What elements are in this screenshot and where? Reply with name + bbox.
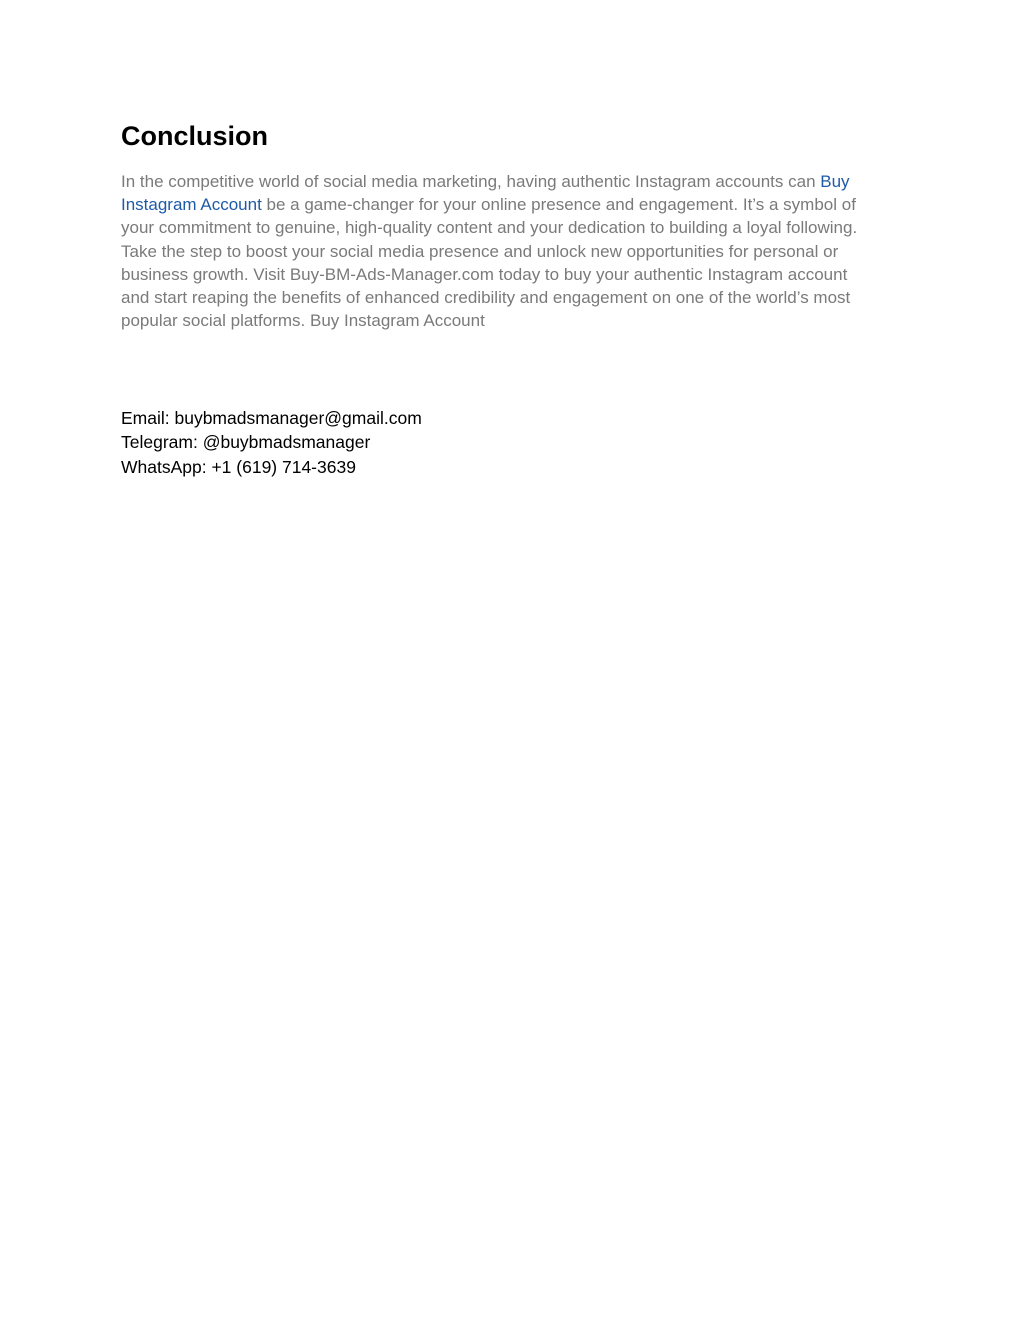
buy-instagram-account-link-part-2[interactable]: Instagram Account bbox=[121, 195, 262, 215]
contact-info bbox=[121, 406, 422, 479]
buy-instagram-account-link-part-1[interactable]: Buy bbox=[820, 172, 850, 191]
paragraph-text: be a game-changer for your online presence and engagement. It’s a symbol of bbox=[261, 195, 856, 215]
paragraph-line-6: and start reaping the benefits of enhanced credibility and engagement on one of the world’s most bbox=[121, 288, 851, 308]
paragraph-line-1 bbox=[121, 170, 896, 193]
contact-whatsapp: WhatsApp: +1 (619) 714-3639 bbox=[121, 456, 356, 477]
paragraph-line-3: your commitment to genuine, high-quality content and your dedication to building a loyal following. bbox=[121, 218, 858, 238]
paragraph-line-7: popular social platforms. Buy Instagram Account bbox=[121, 311, 485, 331]
paragraph-line-2 bbox=[121, 193, 896, 216]
paragraph-line-4: Take the step to boost your social media presence and unlock new opportunities for personal or bbox=[121, 241, 839, 261]
section-heading: Conclusion bbox=[121, 121, 268, 151]
paragraph-line-5: business growth. Visit Buy-BM-Ads-Manager.com today to buy your authentic Instagram account bbox=[121, 264, 848, 284]
contact-email: Email: buybmadsmanager@gmail.com bbox=[121, 408, 422, 428]
contact-telegram: Telegram: @buybmadsmanager bbox=[121, 432, 371, 453]
paragraph-text: In the competitive world of social media marketing, having authentic Instagram accounts can bbox=[121, 172, 821, 191]
conclusion-paragraph bbox=[121, 170, 896, 332]
